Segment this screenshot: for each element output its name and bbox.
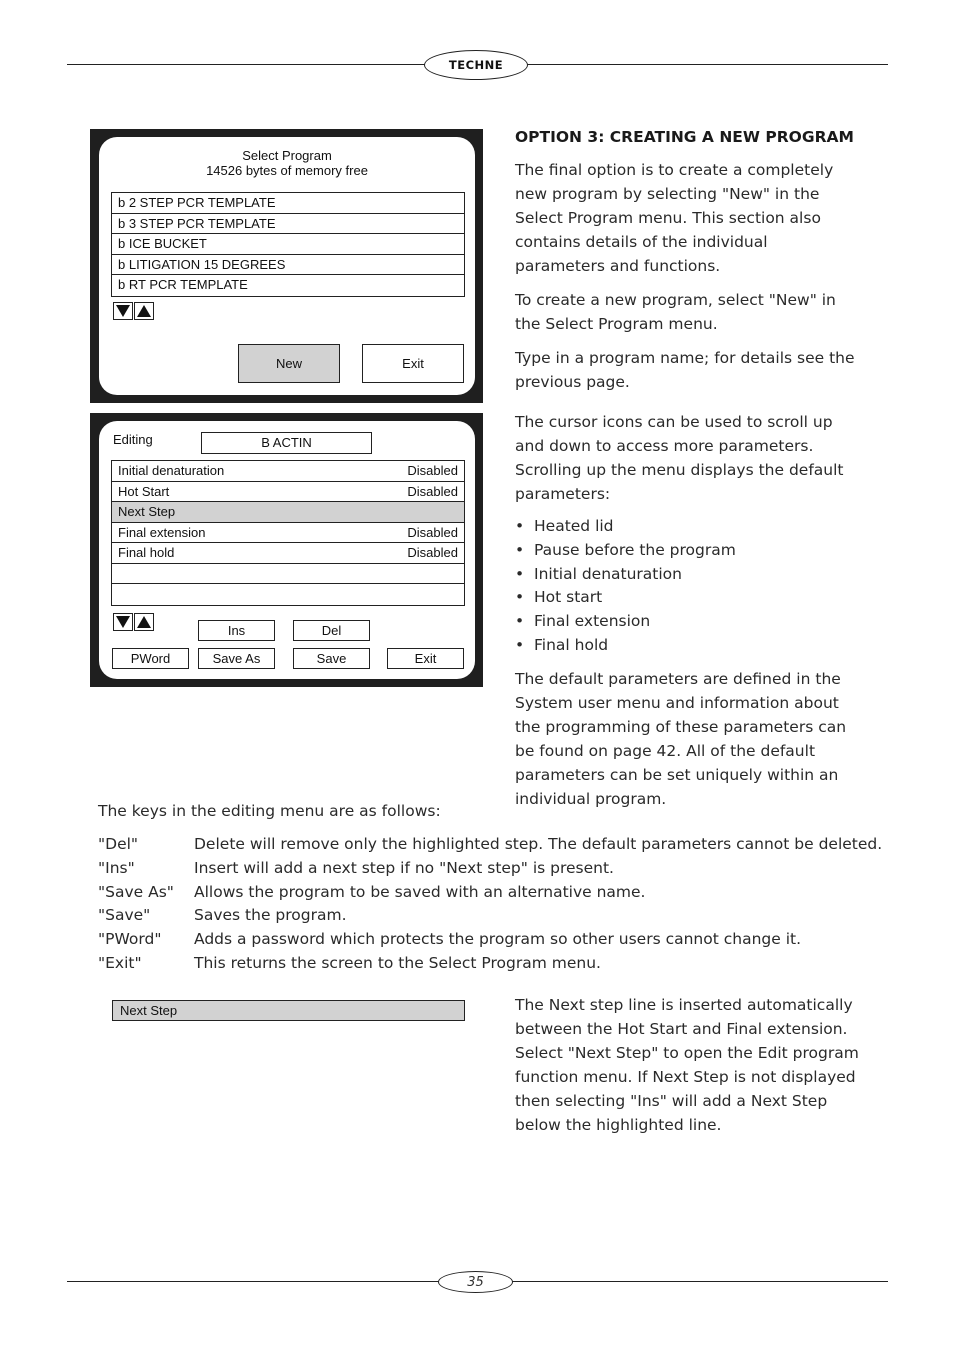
editing-label: Editing — [113, 432, 153, 447]
save-as-button[interactable]: Save As — [198, 648, 275, 669]
key-name: "PWord" — [98, 930, 162, 949]
key-row — [98, 928, 882, 952]
memory-free-text: 14526 bytes of memory free — [206, 163, 368, 178]
program-row[interactable]: b 3 STEP PCR TEMPLATE — [112, 214, 464, 235]
key-name: "Save" — [98, 906, 151, 925]
parameter-row-empty[interactable] — [112, 584, 464, 605]
arrow-up-icon — [137, 305, 151, 317]
arrow-up-icon — [137, 616, 151, 628]
exit-button[interactable]: Exit — [362, 344, 464, 383]
editing-panel — [90, 413, 483, 687]
paragraph: The default parameters are defined in the System user menu and information about the programming of these parameters can be found on page 42. All of the default parameters can be set uniquely within an individual program. — [515, 669, 847, 808]
list-item: • Final extension — [515, 610, 860, 634]
exit-button[interactable]: Exit — [387, 648, 464, 669]
list-item: • Initial denaturation — [515, 563, 860, 587]
scroll-up-button[interactable] — [134, 613, 154, 631]
section-heading: OPTION 3: CREATING A NEW PROGRAM — [515, 128, 854, 146]
program-row[interactable]: b LITIGATION 15 DEGREES — [112, 255, 464, 276]
page-number: 35 — [438, 1271, 513, 1293]
key-name: "Ins" — [98, 858, 135, 877]
key-row — [98, 904, 882, 928]
key-description: Insert will add a next step if no "Next step" is present. — [194, 858, 614, 877]
techne-logo — [424, 50, 528, 80]
next-step-bar[interactable] — [112, 1000, 465, 1021]
list-item: • Final hold — [515, 634, 860, 658]
pword-button[interactable]: PWord — [112, 648, 189, 669]
key-row — [98, 833, 882, 857]
program-row[interactable]: b ICE BUCKET — [112, 234, 464, 255]
list-item: • Pause before the program — [515, 539, 860, 563]
key-description: Adds a password which protects the program so other users cannot change it. — [194, 930, 802, 949]
select-program-panel — [90, 129, 483, 403]
new-button[interactable]: New — [238, 344, 340, 383]
list-item: • Heated lid — [515, 515, 860, 539]
key-name: "Del" — [98, 835, 139, 853]
parameter-row[interactable]: Final hold Disabled — [112, 543, 464, 564]
paragraph: The final option is to create a completely new program by selecting "New" in the Select Program menu. This section also contains details of the individual parameters and functions. — [515, 161, 834, 275]
keys-table — [98, 833, 882, 976]
scroll-down-button[interactable] — [113, 302, 133, 320]
parameter-row[interactable]: Initial denaturation Disabled — [112, 461, 464, 482]
logo-text: TECHNE — [448, 58, 504, 72]
del-button[interactable]: Del — [293, 620, 370, 641]
editing-screen — [99, 421, 475, 679]
program-name-field[interactable]: B ACTIN — [201, 432, 372, 454]
paragraph: Type in a program name; for details see the previous page. — [515, 349, 855, 391]
arrow-down-icon — [116, 305, 130, 317]
key-row — [98, 857, 882, 881]
list-item: • Hot start — [515, 586, 860, 610]
key-description: Delete will remove only the highlighted step. The default parameters cannot be deleted. — [194, 835, 883, 853]
key-name: "Exit" — [98, 953, 142, 972]
program-list — [111, 192, 465, 297]
paragraph: To create a new program, select "New" in the Select Program menu. — [515, 291, 836, 333]
paragraph: The cursor icons can be used to scroll up and down to access more parameters. Scrolling up the menu displays the default parameters: — [515, 413, 844, 503]
next-step-label: Next Step — [120, 1003, 178, 1018]
screen-title: Select Program — [242, 148, 332, 163]
key-row — [98, 952, 882, 976]
parameter-row[interactable]: Hot Start Disabled — [112, 482, 464, 503]
program-row[interactable]: b RT PCR TEMPLATE — [118, 277, 248, 292]
parameter-row-highlighted[interactable]: Next Step — [112, 502, 464, 523]
scroll-down-button[interactable] — [113, 613, 133, 631]
key-description: Saves the program. — [194, 906, 347, 925]
keys-intro: The keys in the editing menu are as follows: — [98, 802, 441, 820]
program-row[interactable]: b 2 STEP PCR TEMPLATE — [112, 193, 464, 214]
select-program-screen — [99, 137, 475, 395]
next-step-paragraph: The Next step line is inserted automatically between the Hot Start and Final extension. Select "Next Step" to open the Edit program function menu. If Next Step is not displayed then selecting "Ins" will add a Next Step below the highlighted line. — [515, 996, 859, 1134]
key-name: "Save As" — [98, 882, 174, 901]
key-description: This returns the screen to the Select Program menu. — [194, 953, 601, 972]
arrow-down-icon — [116, 616, 130, 628]
right-column — [515, 125, 860, 811]
default-parameter-list — [515, 515, 860, 658]
select-program-title — [99, 148, 475, 178]
key-description: Allows the program to be saved with an alternative name. — [194, 882, 646, 901]
parameter-list — [111, 460, 465, 606]
save-button[interactable]: Save — [293, 648, 370, 669]
scroll-up-button[interactable] — [134, 302, 154, 320]
key-row — [98, 881, 882, 905]
parameter-row-empty[interactable] — [112, 564, 464, 585]
parameter-row[interactable]: Final extension Disabled — [112, 523, 464, 544]
ins-button[interactable]: Ins — [198, 620, 275, 641]
